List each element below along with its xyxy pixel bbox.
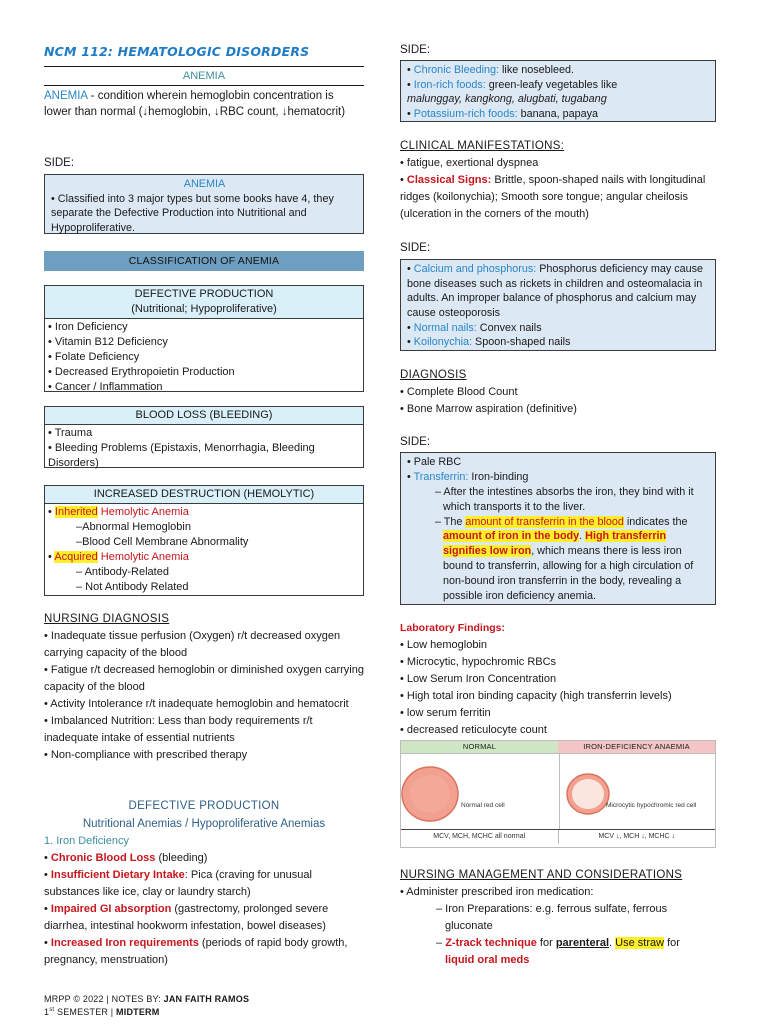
list-item: • Calcium and phosphorus: Phosphorus deficiency may cause bone diseases such as rickets in children and osteomalacia in adults. An improper balance of phosphorus and calcium may cause osteoporosis [407, 263, 704, 320]
figure-header [401, 741, 715, 753]
ida-panel [560, 754, 718, 829]
defective-production-subheading: Nutritional Anemias / Hypoproliferative Anemias [82, 818, 326, 830]
side-text: Convex nails [476, 321, 542, 334]
cause-term: Increased Iron requirements [50, 937, 199, 950]
list-item: • Inadequate tissue perfusion (Oxygen) r/t decreased oxygen carrying capacity of the blood [44, 630, 341, 660]
normal-indices: MCV, MCH, MCHC all normal [401, 830, 559, 844]
sub-item: – Iron Preparations: e.g. ferrous sulfate, ferrous gluconate [436, 903, 668, 933]
list-item: • Chronic Blood Loss (bleeding) [44, 852, 208, 864]
list-item: • fatigue, exertional dyspnea [400, 157, 539, 169]
list-item: • Cancer / Inflammation [48, 380, 163, 393]
semester-number: 1 [44, 1007, 50, 1018]
highlight: High transferrin signifies low iron [443, 530, 667, 558]
page-footer [44, 993, 249, 1019]
list-item: • Koilonychia: Spoon-shaped nails [407, 336, 571, 349]
microcytic-red-cell-image [560, 754, 718, 830]
classic-signs-text: Brittle, spoon-shaped nails with longitudinal ridges (koilonychia); Smooth sore tongue; angular cheilosis (ulceration in the corners of the mouth) [400, 174, 706, 221]
diagnosis-list [400, 384, 716, 418]
list-item: • Trauma [48, 426, 93, 439]
acquired-item [48, 550, 360, 565]
definition-term: ANEMIA [44, 90, 88, 102]
nursing-diagnosis-heading: NURSING DIAGNOSIS [44, 613, 170, 625]
lab-findings-list [400, 637, 716, 739]
page-title: NCM 112: HEMATOLOGIC DISORDERS [44, 44, 310, 59]
footer-credit: MRPP © 2022 | NOTES BY: [44, 994, 164, 1004]
figure-footer [401, 829, 715, 844]
list-item: • Impaired GI absorption (gastrectomy, prolonged severe diarrhea, intestinal hookworm infestation, bowel diseases) [44, 903, 329, 933]
defective-production-box [44, 285, 364, 392]
list-item: • Bone Marrow aspiration (definitive) [400, 403, 577, 416]
defective-header-line2: (Nutritional; Hypoproliferative) [131, 302, 277, 315]
side-text: banana, papaya [517, 108, 599, 121]
diagnosis-heading: DIAGNOSIS [400, 369, 467, 381]
cause-term: Impaired GI absorption [50, 903, 172, 916]
food-examples: malunggay, kangkong, alugbati, tugabang [407, 93, 607, 106]
list-item: • Pale RBC [407, 456, 462, 468]
side-text: Phosphorus deficiency may cause bone diseases such as rickets in children and osteomalacia in adults. An improper balance of phosphorus and calcium may cause osteoporosis [407, 263, 704, 320]
title-divider [44, 66, 364, 67]
transferrin-text: Iron-binding [468, 470, 529, 483]
list-item: • Classical Signs: Brittle, spoon-shaped nails with longitudinal ridges (koilonychia); Smooth sore tongue; angular cheilosis (ulceration in the corners of the mouth) [400, 174, 706, 221]
liquid-oral-meds-term: liquid oral meds [445, 954, 530, 967]
bullet: • [48, 505, 55, 518]
list-item: • decreased reticulocyte count [400, 724, 547, 737]
semester-suffix: st [49, 1007, 55, 1014]
side-label: SIDE: [400, 242, 431, 254]
text: indicates the [623, 515, 688, 528]
side-label: SIDE: [400, 436, 431, 448]
list-item: • Iron-rich foods: green-leafy vegetables like [407, 78, 618, 91]
acquired-word: Acquired [54, 550, 98, 563]
cause-term: Chronic Blood Loss [50, 852, 156, 864]
defective-header-line1: DEFECTIVE PRODUCTION [134, 288, 274, 300]
sub-item: – After the intestines absorbs the iron, they bind with it which transports it to the liver. [435, 485, 694, 513]
blood-loss-header: BLOOD LOSS (BLEEDING) [45, 407, 363, 425]
text: . [579, 530, 586, 543]
anemia-section-header: ANEMIA [182, 70, 226, 82]
footer-line1 [44, 993, 249, 1006]
semester-text: SEMESTER | [54, 1007, 117, 1018]
list-item: • Microcytic, hypochromic RBCs [400, 656, 557, 669]
clinical-manifestations-list [400, 155, 716, 223]
side-box-minerals [400, 259, 716, 351]
side-term: Iron-rich foods: [413, 78, 486, 91]
lab-findings-heading: Laboratory Findings: [400, 622, 505, 634]
classification-strip: CLASSIFICATION OF ANEMIA [44, 251, 364, 271]
use-straw-highlight: Use straw [615, 937, 665, 950]
side-box-title: ANEMIA [183, 178, 226, 190]
text: . [609, 937, 616, 950]
text: – The [435, 515, 466, 528]
author-name: JAN FAITH RAMOS [163, 994, 250, 1004]
parenteral-term: parenteral [555, 937, 610, 950]
figure-body [401, 753, 715, 829]
blood-loss-box [44, 406, 364, 468]
side-text: like nosebleed. [499, 64, 575, 76]
inherited-item [48, 505, 360, 520]
sub-item [400, 935, 716, 969]
transferrin-term: Transferrin: [413, 470, 469, 483]
cause-text: : Pica (craving for unusual substances like ice, clay or laundry starch) [44, 869, 312, 899]
sub-item: –Abnormal Hemoglobin [76, 520, 191, 533]
cause-text: (periods of rapid body growth, pregnancy, menstruation) [44, 937, 348, 967]
normal-cell-label: Normal red cell [461, 802, 505, 810]
defective-production-heading: DEFECTIVE PRODUCTION [128, 800, 280, 812]
normal-header: NORMAL [401, 741, 558, 753]
anemia-definition [44, 89, 364, 120]
clinical-manifestations-heading: CLINICAL MANIFESTATIONS: [400, 140, 565, 152]
list-item: • Bleeding Problems (Epistaxis, Menorrhagia, Bleeding Disorders) [48, 441, 315, 469]
list-item: • Insufficient Dietary Intake: Pica (craving for unusual substances like ice, clay or laundry starch) [44, 869, 312, 899]
text: – [436, 937, 446, 950]
highlight: amount of transferrin in the blood [465, 515, 624, 528]
list-item: • Transferrin: Iron-binding [407, 470, 529, 483]
side-text: Spoon-shaped nails [472, 336, 571, 349]
cause-text: (gastrectomy, prolonged severe diarrhea, intestinal hookworm infestation, bowel diseases) [44, 903, 329, 933]
side-term: Potassium-rich foods: [413, 108, 518, 121]
ida-header: IRON-DEFICIENCY ANAEMIA [558, 741, 715, 753]
text: for [664, 937, 680, 950]
footer-line2 [44, 1006, 249, 1019]
list-item: • Low Serum Iron Concentration [400, 673, 557, 686]
nursing-management-heading: NURSING MANAGEMENT AND CONSIDERATIONS [400, 869, 683, 881]
highlight: amount of iron in the body [443, 530, 580, 543]
rbc-comparison-figure [400, 740, 716, 848]
side-box-foods [400, 60, 716, 122]
side-term: Koilonychia: [413, 336, 472, 349]
bullet: • [48, 550, 55, 563]
increased-destruction-box [44, 485, 364, 596]
normal-red-cell-image [401, 754, 559, 830]
list-item: • Complete Blood Count [400, 386, 518, 398]
nursing-management-list [400, 884, 716, 969]
defective-box-header [45, 286, 363, 319]
sub-item: – Antibody-Related [76, 565, 169, 578]
list-item: • Increased Iron requirements (periods of rapid body growth, pregnancy, menstruation) [44, 937, 348, 967]
list-item: • Administer prescribed iron medication: [400, 886, 594, 898]
side-label: SIDE: [44, 157, 75, 169]
iron-deficiency-heading: 1. Iron Deficiency [44, 835, 129, 847]
list-item: • Activity Intolerance r/t inadequate hemoglobin and hematocrit [44, 698, 349, 711]
sub-item: – Not Antibody Related [76, 580, 189, 593]
side-label: SIDE: [400, 44, 431, 56]
list-item: • Decreased Erythropoietin Production [48, 365, 235, 378]
classic-signs-term: Classical Signs: [406, 174, 492, 187]
side-term: Calcium and phosphorus: [413, 263, 537, 275]
sub-item [407, 515, 710, 604]
list-item: • Iron Deficiency [48, 320, 128, 333]
list-item: • Potassium-rich foods: banana, papaya [407, 108, 599, 121]
side-text: green-leafy vegetables like [485, 78, 618, 91]
side-term: Chronic Bleeding: [413, 64, 500, 76]
sub-item: –Blood Cell Membrane Abnormality [76, 535, 249, 548]
ida-indices: MCV ↓, MCH ↓, MCHC ↓ [598, 833, 676, 841]
normal-panel [401, 754, 560, 829]
anemia-side-box [44, 174, 364, 234]
side-box-transferrin [400, 452, 716, 605]
list-item: • Non-compliance with prescribed therapy [44, 749, 248, 762]
text: for [536, 937, 556, 950]
list-item: • High total iron binding capacity (high transferrin levels) [400, 690, 672, 703]
list-item: • low serum ferritin [400, 707, 491, 720]
cause-term: Insufficient Dietary Intake [50, 869, 185, 882]
text: , which means there is less iron bound to transferrin, allowing for a high circulation of non-bound iron transferrin in the body, revealing a possible iron deficiency anemia. [443, 545, 694, 603]
list-item: • Low hemoglobin [400, 639, 488, 651]
list-item: • Chronic Bleeding: like nosebleed. [407, 64, 575, 76]
side-term: Normal nails: [413, 321, 477, 334]
list-item: • Imbalanced Nutrition: Less than body requirements r/t inadequate intake of essential nutrients [44, 715, 313, 745]
iron-deficiency-causes [44, 850, 364, 969]
list-item: • Fatigue r/t decreased hemoglobin or diminished oxygen carrying capacity of the blood [44, 664, 364, 694]
list-item: • Normal nails: Convex nails [407, 321, 542, 334]
nursing-diagnosis-list [44, 628, 364, 764]
cause-text: (bleeding) [155, 852, 208, 864]
ida-cell-label: Microcytic hypochromic red cell [606, 802, 697, 810]
side-box-text: • Classified into 3 major types but some books have 4, they separate the Defective Production into Nutritional and Hypoproliferative. [51, 192, 334, 235]
acquired-rest: Hemolytic Anemia [97, 550, 189, 563]
z-track-term: Z-track technique [445, 937, 537, 950]
list-item: • Vitamin B12 Deficiency [48, 335, 168, 348]
destruction-header: INCREASED DESTRUCTION (HEMOLYTIC) [45, 486, 363, 504]
inherited-word: Inherited [54, 505, 98, 518]
section-divider [44, 85, 364, 86]
list-item: • Folate Deficiency [48, 350, 140, 363]
definition-text: - condition wherein hemoglobin concentration is lower than normal (↓hemoglobin, ↓RBC count, ↓hematocrit) [44, 90, 346, 118]
inherited-rest: Hemolytic Anemia [97, 505, 189, 518]
term-label: MIDTERM [116, 1007, 160, 1018]
